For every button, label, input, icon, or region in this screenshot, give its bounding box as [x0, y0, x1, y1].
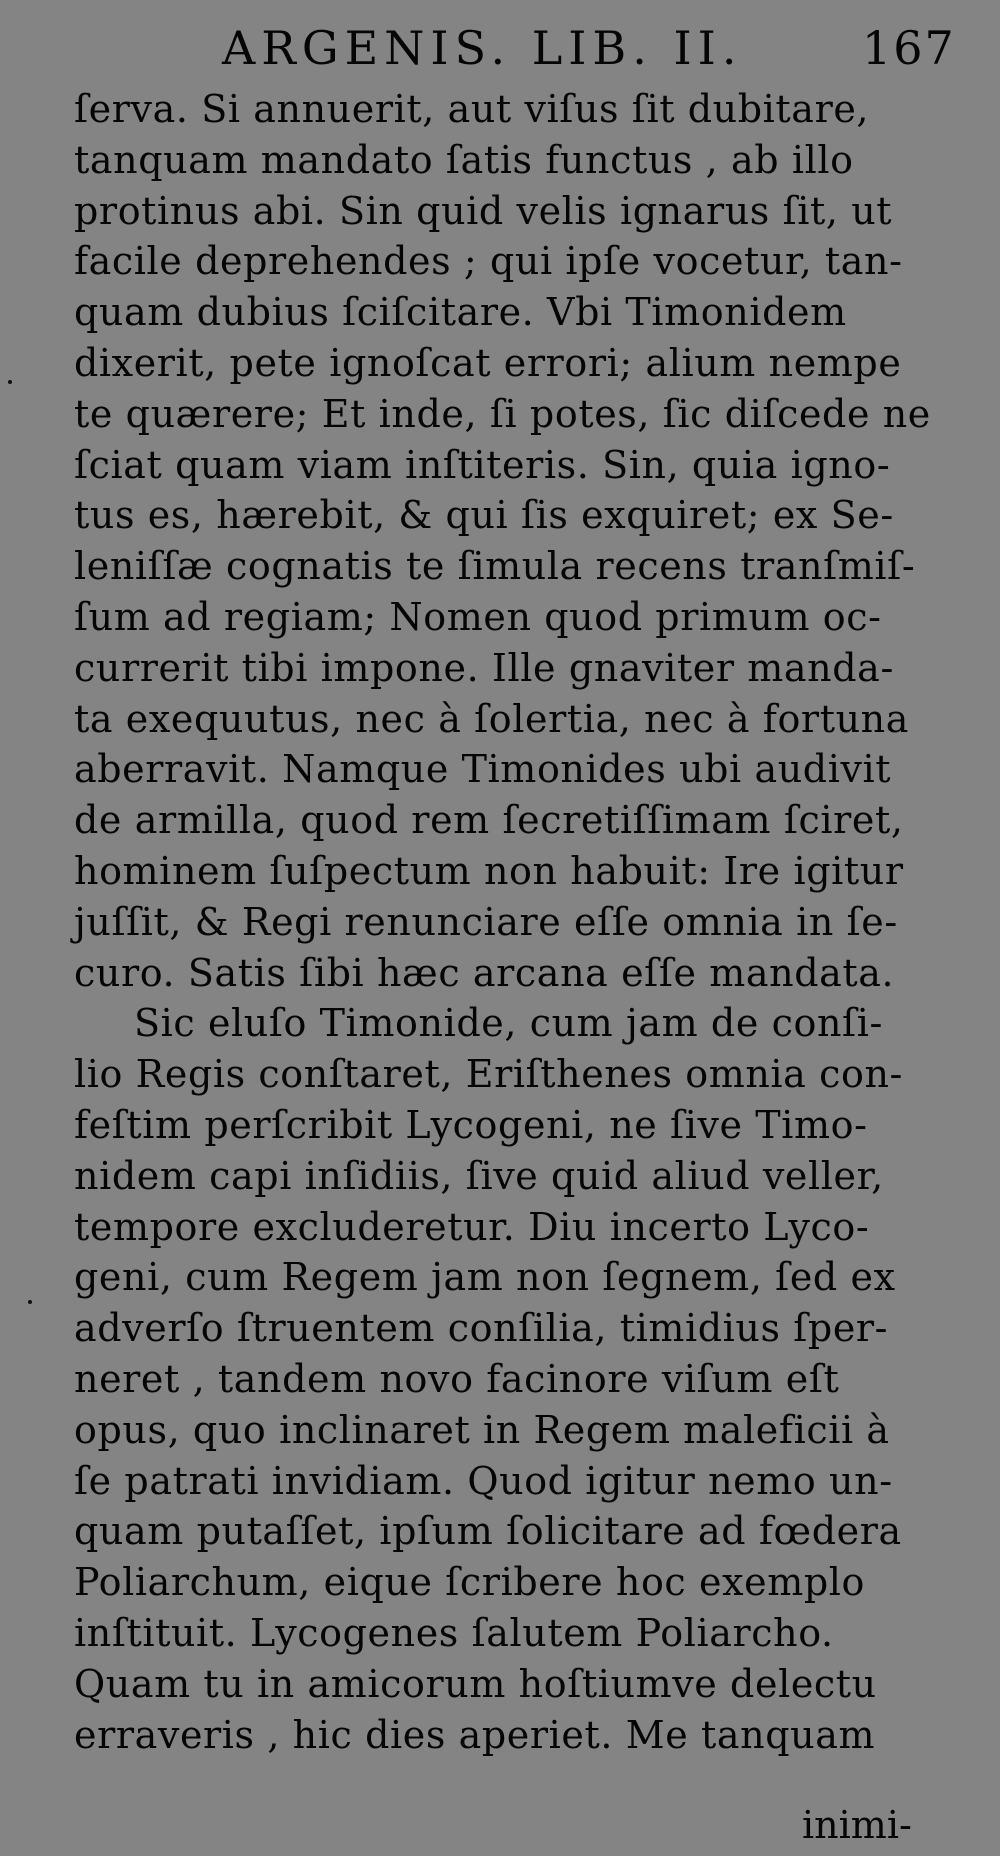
text-line: juſſit, & Regi renunciare eſſe omnia in ſe- [74, 899, 898, 944]
text-line: Poliarchum, eique ſcribere hoc exemplo [74, 1560, 865, 1605]
running-head [0, 18, 1000, 78]
text-line: tus es, hærebit, & qui ſis exquiret; ex Se- [74, 493, 894, 538]
text-line: protinus abi. Sin quid velis ignarus ſit, ut [74, 188, 893, 233]
text-line: aberravit. Namque Timonides ubi audivit [74, 747, 892, 792]
text-line: leniſſæ cognatis te ſimula recens tranſmiſ- [74, 544, 916, 589]
text-line: neret , tandem novo facinore viſum eſt [74, 1356, 840, 1401]
text-line: tempore excluderetur. Diu incerto Lyco- [74, 1204, 870, 1249]
catchword: inimi- [802, 1803, 912, 1847]
text-line: adverſo ſtruentem conſilia, timidius ſper- [74, 1306, 889, 1351]
text-line: curo. Satis ſibi hæc arcana eſſe mandata. [74, 950, 895, 995]
running-head-title: ARGENIS. LIB. II. [222, 21, 743, 75]
text-line: Quam tu in amicorum hoſtiumve delectu [74, 1661, 877, 1706]
text-line: tanquam mandato ſatis functus , ab illo [74, 137, 854, 182]
text-line: facile deprehendes ; qui ipſe vocetur, tan- [74, 239, 903, 284]
text-line: ta exequutus, nec à ſolertia, nec à fortuna [74, 696, 909, 741]
text-line: geni, cum Regem jam non ſegnem, ſed ex [74, 1255, 896, 1300]
text-line: dixerit, pete ignoſcat errori; alium nempe [74, 340, 902, 385]
text-line: quam dubius ſciſcitare. Vbi Timonidem [74, 290, 847, 335]
page-number: 167 [862, 21, 956, 75]
text-line: ſum ad regiam; Nomen quod primum oc- [74, 594, 882, 639]
text-line: te quærere; Et inde, ſi potes, ſic diſcede ne [74, 391, 931, 436]
text-line: ſerva. Si annuerit, aut viſus ſit dubitare, [74, 87, 870, 131]
text-line: hominem ſuſpectum non habuit: Ire igitur [74, 848, 904, 893]
text-line: erraveris , hic dies aperiet. Me tanquam [74, 1712, 876, 1757]
text-line: de armilla, quod rem ſecretiſſimam ſciret, [74, 798, 904, 843]
text-line: currerit tibi impone. Ille gnaviter manda- [74, 645, 894, 690]
print-speck [8, 380, 12, 384]
text-line: quam putaſſet, ipſum ſolicitare ad fœdera [74, 1509, 902, 1554]
text-block [74, 84, 954, 1760]
text-line: lio Regis conſtaret, Eriſthenes omnia con- [74, 1052, 903, 1097]
text-line: ſciat quam viam inſtiteris. Sin, quia igno- [74, 442, 891, 487]
text-line: feſtim perſcribit Lycogeni, ne ſive Timo- [74, 1102, 868, 1147]
text-line: ſe patrati invidiam. Quod igitur nemo un- [74, 1458, 893, 1503]
text-line: inſtituit. Lycogenes ſalutem Poliarcho. [74, 1610, 834, 1655]
print-speck [28, 1300, 32, 1304]
text-line: opus, quo inclinaret in Regem maleficii à [74, 1407, 890, 1452]
text-line: nidem capi inſidiis, ſive quid aliud veller, [74, 1153, 884, 1198]
paragraph-start-line: Sic eluſo Timonide, cum jam de conſi- [134, 1001, 883, 1046]
